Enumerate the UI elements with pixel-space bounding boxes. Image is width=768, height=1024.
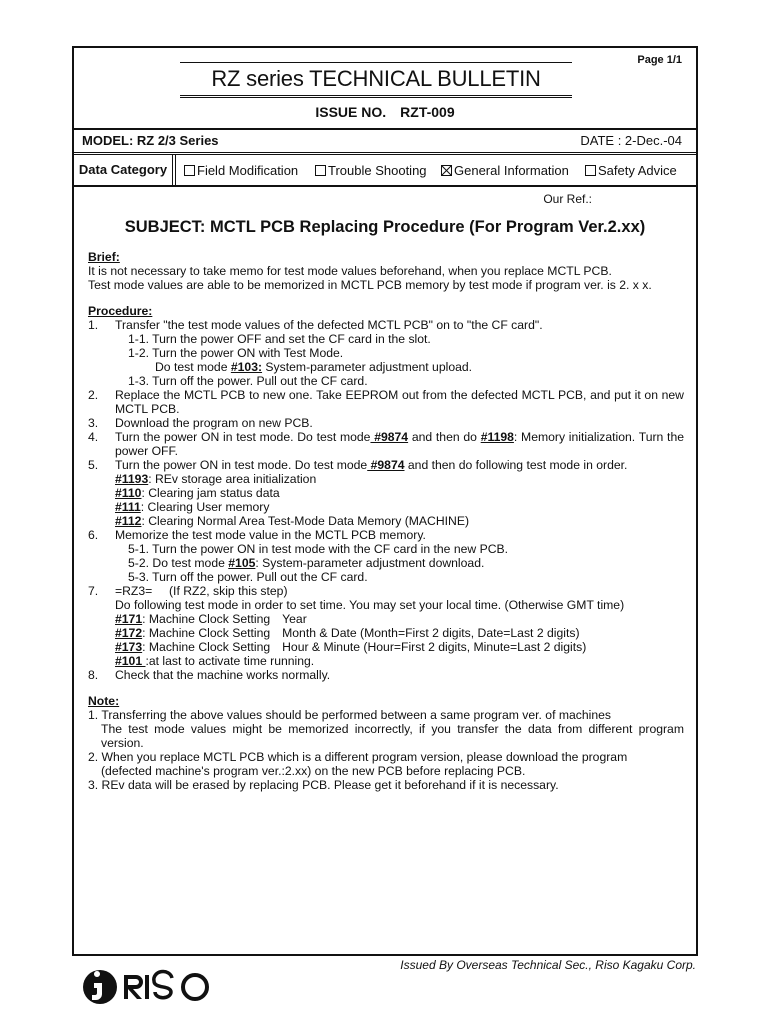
page-number: Page 1/1 (637, 54, 682, 66)
category-general-information (441, 163, 569, 178)
step-text-part: : Memory initialization. Turn the power OFF. (115, 430, 685, 458)
title-rule-top (180, 62, 572, 63)
bulletin-frame (72, 46, 698, 956)
model-row (74, 128, 696, 153)
issued-by: Issued By Overseas Technical Sec., Riso Kagaku Corp. (400, 958, 696, 972)
step-text-part: and then do following test mode in order. (404, 458, 628, 472)
test-mode-code: #173 (115, 640, 143, 654)
category-option-label: Safety Advice (598, 163, 677, 178)
note-item: 1. Transferring the above values should be performed between a same program ver. of machines (88, 708, 611, 722)
procedure-heading: Procedure: (88, 304, 153, 318)
clock-setting-label: : Machine Clock Setting (142, 612, 271, 626)
procedure-substep: 1-3. Turn off the power. Pull out the CF card. (128, 374, 368, 388)
issue-number (74, 104, 696, 120)
procedure-substep (88, 556, 684, 570)
procedure-substep-detail (88, 360, 684, 374)
procedure-substep: 1-2. Turn the power ON with Test Mode. (128, 346, 344, 360)
step-number: 2. (88, 388, 99, 402)
clock-setting-detail: Year (282, 612, 307, 626)
brief-line: It is not necessary to take memo for test mode values beforehand, when you replace MCTL PCB. (88, 264, 612, 278)
test-mode-code: #171 (115, 612, 143, 626)
procedure-substep: 5-1. Turn the power ON in test mode with the CF card in the new PCB. (128, 542, 509, 556)
test-mode-desc: : Clearing User memory (140, 500, 270, 514)
substep-text: Do test mode (155, 360, 231, 374)
step-number: 6. (88, 528, 99, 542)
clock-setting-item (88, 654, 684, 668)
test-mode-code: #9874 (370, 430, 409, 444)
step-text (115, 458, 684, 472)
step-text-part: Turn the power ON in test mode. Do test mode (115, 430, 371, 444)
step-text: Transfer "the test mode values of the defected MCTL PCB" on to "the CF card". (115, 318, 543, 332)
step-text: Replace the MCTL PCB to new one. Take EEPROM out from the defected MCTL PCB, and put it on new MCTL PCB. (115, 388, 684, 416)
clock-setting-detail: Month & Date (Month=First 2 digits, Date=Last 2 digits) (282, 626, 580, 640)
procedure-step (88, 318, 684, 332)
test-mode-code: #105 (228, 556, 256, 570)
test-mode-item (88, 472, 684, 486)
step-number: 1. (88, 318, 99, 332)
test-mode-item (88, 514, 684, 528)
test-mode-code: #103: (230, 360, 263, 374)
procedure-step (88, 668, 684, 682)
step-number: 5. (88, 458, 99, 472)
step-text: Check that the machine works normally. (115, 668, 331, 682)
step-number: 7. (88, 584, 99, 598)
brief-line: Test mode values are able to be memorized in MCTL PCB memory by test mode if program ver. is 2. x x. (88, 278, 652, 292)
test-mode-desc: : REv storage area initialization (148, 472, 317, 486)
checkbox-field-modification (184, 165, 195, 176)
note-item: 2. When you replace MCTL PCB which is a different program version, please download the program (88, 750, 628, 764)
clock-setting-detail: :at last to activate time running. (145, 654, 315, 668)
procedure-step (88, 528, 684, 542)
step-text: Memorize the test mode value in the MCTL PCB memory. (115, 528, 426, 542)
test-mode-code: #1198 (480, 430, 514, 444)
bulletin-body (88, 250, 684, 792)
clock-setting-item (88, 612, 684, 626)
procedure-step-detail: Do following test mode in order to set time. You may set your local time. (Otherwise GMT time) (115, 598, 625, 612)
clock-setting-label: : Machine Clock Setting (142, 640, 271, 654)
clock-setting-label: : Machine Clock Setting (142, 626, 271, 640)
our-ref: Our Ref.: (543, 192, 592, 206)
procedure-step (88, 458, 684, 472)
rz3-label: =RZ3= (115, 584, 153, 598)
procedure-step (88, 416, 684, 430)
rz2-note: (If RZ2, skip this step) (169, 584, 288, 598)
procedure-step (88, 584, 684, 598)
test-mode-desc: : Clearing Normal Area Test-Mode Data Memory (MACHINE) (141, 514, 470, 528)
test-mode-item (88, 500, 684, 514)
date-label: DATE : 2-Dec.-04 (580, 133, 682, 148)
step-text (115, 430, 684, 458)
test-mode-code: #110 (115, 486, 142, 500)
category-safety-advice (585, 163, 677, 178)
test-mode-code: #111 (115, 500, 141, 514)
procedure-substep: 1-1. Turn the power OFF and set the CF card in the slot. (128, 332, 431, 346)
category-option-label: General Information (454, 163, 569, 178)
checkbox-safety-advice (585, 165, 596, 176)
test-mode-desc: : Clearing jam status data (141, 486, 280, 500)
category-option-label: Trouble Shooting (328, 163, 427, 178)
clock-setting-detail: Hour & Minute (Hour=First 2 digits, Minute=Last 2 digits) (282, 640, 587, 654)
procedure-step (88, 388, 684, 416)
test-mode-code: #101 (115, 654, 146, 668)
substep-text: : System-parameter adjustment download. (255, 556, 485, 570)
step-number: 8. (88, 668, 99, 682)
category-trouble-shooting (315, 163, 427, 178)
title-rule-bottom (180, 95, 572, 98)
note-heading: Note: (88, 694, 120, 708)
procedure-step (88, 430, 684, 458)
brief-heading: Brief: (88, 250, 120, 264)
test-mode-code: #1193 (115, 472, 149, 486)
category-field-modification (184, 163, 298, 178)
issue-label: ISSUE NO. (315, 104, 387, 120)
bulletin-title: RZ series TECHNICAL BULLETIN (211, 66, 541, 91)
checkbox-trouble-shooting (315, 165, 326, 176)
data-category-row (74, 154, 696, 187)
test-mode-code: #9874 (367, 458, 405, 472)
step-text-part: and then do (408, 430, 481, 444)
note-item: 3. REv data will be erased by replacing PCB. Please get it beforehand if it is necessary. (88, 778, 559, 792)
model-label: MODEL: RZ 2/3 Series (82, 133, 219, 148)
clock-setting-item (88, 626, 684, 640)
note-item-detail: The test mode values might be memorized incorrectly, if you transfer the data from different program version. (101, 722, 684, 750)
step-text-part: Turn the power ON in test mode. Do test mode (115, 458, 368, 472)
category-option-label: Field Modification (197, 163, 299, 178)
test-mode-code: #112 (115, 514, 142, 528)
checkbox-general-information (441, 165, 452, 176)
substep-text: 5-2. Do test mode (128, 556, 229, 570)
clock-setting-item (88, 640, 684, 654)
substep-text: System-parameter adjustment upload. (262, 360, 473, 374)
step-number: 4. (88, 430, 99, 444)
issue-value: RZT-009 (400, 104, 455, 120)
procedure-substep: 5-3. Turn off the power. Pull out the CF card. (128, 570, 368, 584)
step-text (115, 584, 684, 598)
step-number: 3. (88, 416, 99, 430)
step-text: Download the program on new PCB. (115, 416, 313, 430)
data-category-label: Data Category (74, 155, 176, 185)
riso-logo (82, 969, 214, 1005)
test-mode-code: #172 (115, 626, 143, 640)
test-mode-item (88, 486, 684, 500)
note-item-detail: (defected machine's program ver.:2.xx) on the new PCB before replacing PCB. (101, 764, 526, 778)
subject-heading: SUBJECT: MCTL PCB Replacing Procedure (For Program Ver.2.xx) (124, 218, 646, 236)
